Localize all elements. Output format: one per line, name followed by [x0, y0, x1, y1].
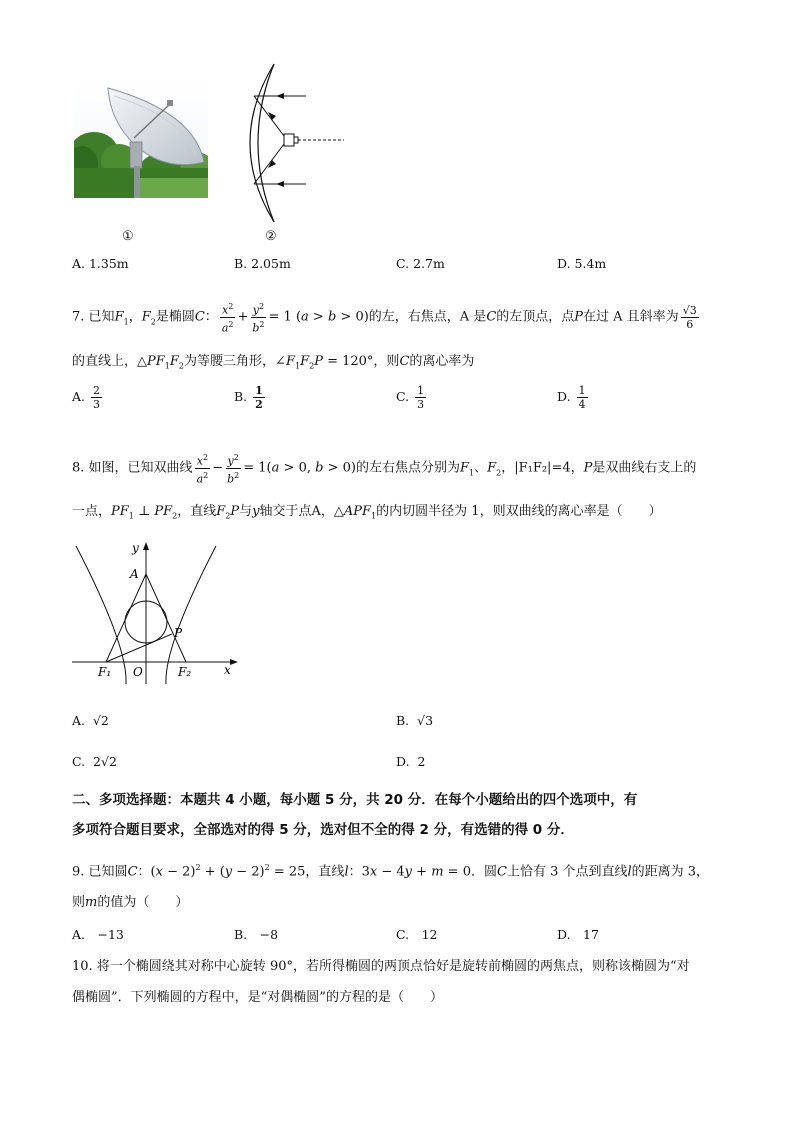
- q6-option-c[interactable]: C. 2.7m: [396, 256, 445, 271]
- q7-line-1: 7. 已知$F_1$，$F_2$是椭圆C： $\frac{x^2}{a^2}$ + $\frac{y^2}{b^2}$ = 1 (a > b > 0)的左，右焦点，A 是C的左顶点，点P在过 A 且斜率为 $\frac{√3}{6}$: [72, 302, 697, 335]
- fig-label-F2: F₂: [178, 665, 192, 679]
- q8-option-c[interactable]: C. 2√2: [72, 754, 117, 769]
- fig-label-F1: F₁: [98, 665, 112, 679]
- satellite-dish-photo: [74, 82, 208, 198]
- diagram-caption: ②: [265, 229, 277, 244]
- q7-option-b[interactable]: B. $\frac{1}{2}$: [234, 384, 263, 411]
- q7-option-c[interactable]: C. $\frac{1}{3}$: [396, 384, 425, 411]
- q9-line-2: 则m的值为（ ）: [72, 895, 189, 910]
- q10-line-1: 10. 将一个椭圆绕其对称中心旋转 90°，若所得椭圆的两顶点恰好是旋转前椭圆的两焦点，则称该椭圆为“对: [72, 959, 690, 974]
- fig-label-x: x: [224, 663, 231, 677]
- q9-option-c[interactable]: C. 12: [396, 927, 438, 942]
- fig-label-A: A: [130, 567, 139, 581]
- q9-option-a[interactable]: A. −13: [72, 927, 124, 942]
- q7-line-2: 的直线上，$\triangle PF_1F_2$为等腰三角形，$\angle F_1F_2P = 120^\circ$，则C的离心率为: [72, 354, 475, 371]
- q6-option-d[interactable]: D. 5.4m: [557, 256, 607, 271]
- q8-line-2: 一点，$PF_1$ ⊥ $PF_2$，直线$F_2P$与y轴交于点A，$\triangle APF_1$的内切圆半径为 1，则双曲线的离心率是（ ）: [72, 504, 662, 521]
- section2-heading-line-2: 多项符合题目要求，全部选对的得 5 分，选对但不全的得 2 分，有选错的得 0 分．: [72, 822, 574, 838]
- q6-option-b[interactable]: B. 2.05m: [234, 256, 291, 271]
- photo-caption: ①: [122, 229, 134, 244]
- parabolic-reflector-diagram: [232, 60, 348, 226]
- section2-heading-line-1: 二、多项选择题：本题共 4 小题，每小题 5 分，共 20 分．在每个小题给出的四个选项中，有: [72, 792, 638, 808]
- q10-line-2: 偶椭圆”．下列椭圆的方程中，是“对偶椭圆”的方程的是（ ）: [72, 990, 443, 1005]
- q8-option-d[interactable]: D. 2: [396, 754, 426, 769]
- q9-option-b[interactable]: B. −8: [234, 927, 279, 942]
- q8-option-b[interactable]: B. √3: [396, 713, 434, 728]
- q9-option-d[interactable]: D. 17: [557, 927, 599, 942]
- fig-label-y: y: [132, 541, 139, 555]
- fig-label-O: O: [133, 665, 143, 679]
- q7-option-d[interactable]: D. $\frac{1}{4}$: [557, 384, 586, 411]
- q7-option-a[interactable]: A. $\frac{2}{3}$: [72, 384, 100, 411]
- q8-line-1: 8. 如图，已知双曲线 $\frac{x^2}{a^2}$ − $\frac{y^2}{b^2}$ = 1(a > 0, b > 0)的左右焦点分别为$F_1$、$F_2$，|F₁F₂|=4，P是双曲线右支上的: [72, 453, 697, 486]
- q9-line-1: 9. 已知圆C：$(x - 2)^2 + (y - 2)^2 = 25$，直线l：3x − 4y + m = 0．圆C上恰有 3 个点到直线l的距离为 3，: [72, 863, 710, 880]
- hyperbola-figure: [70, 538, 242, 686]
- q8-option-a[interactable]: A. √2: [72, 713, 109, 728]
- q6-option-a[interactable]: A. 1.35m: [72, 256, 129, 271]
- fig-label-P: P: [174, 626, 183, 640]
